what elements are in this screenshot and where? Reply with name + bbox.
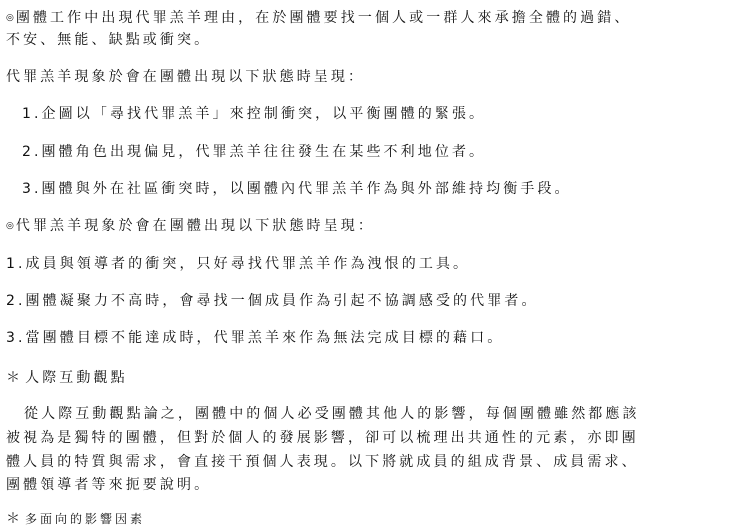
section-c-heading: 人際互動觀點: [25, 370, 128, 386]
section-a-item-2: 2.團體角色出現偏見，代罪羔羊往往發生在某些不利地位者。: [22, 144, 487, 160]
bullet-icon: ◎: [6, 221, 14, 231]
intro-line-2: 不安、無能、缺點或衝突。: [6, 32, 212, 48]
section-c-para-line-4: 團體領導者等來扼要說明。: [6, 477, 212, 493]
asterisk-icon: ＊: [6, 511, 23, 527]
section-c-para-line-2: 被視為是獨特的團體，但對於個人的發展影響，卻可以梳理出共通性的元素，亦即團: [6, 430, 639, 446]
section-c-para-line-3: 體人員的特質與需求，會直接干預個人表現。以下將就成員的組成背景、成員需求、: [6, 454, 639, 470]
bullet-icon: ◎: [6, 13, 14, 23]
section-c-heading-line: [6, 369, 128, 387]
intro-text-1: 團體工作中出現代罪羔羊理由，在於團體要找一個人或一群人來承擔全體的過錯、: [15, 10, 632, 26]
section-b-heading: 代罪羔羊現象於會在團體出現以下狀態時呈現：: [15, 218, 375, 234]
section-c-para-line-1: 從人際互動觀點論之，團體中的個人必受團體其他人的影響，每個團體雖然都應該: [24, 406, 640, 422]
section-b-heading-line: [6, 217, 375, 235]
footer-heading-line: [6, 510, 145, 528]
asterisk-icon: ＊: [6, 370, 24, 386]
intro-line-1: [6, 9, 631, 27]
section-a-item-1: 1.企圖以「尋找代罪羔羊」來控制衝突，以平衡團體的緊張。: [22, 106, 487, 122]
section-a-heading: 代罪羔羊現象於會在團體出現以下狀態時呈現：: [6, 69, 366, 85]
section-b-item-3: 3.當團體目標不能達成時，代罪羔羊來作為無法完成目標的藉口。: [6, 330, 505, 346]
footer-heading: 多面向的影響因素: [25, 512, 146, 526]
section-b-item-2: 2.團體凝聚力不高時，會尋找一個成員作為引起不協調感受的代罪者。: [6, 293, 539, 309]
section-a-item-3: 3.團體與外在社區衝突時，以團體內代罪羔羊作為與外部維持均衡手段。: [22, 181, 572, 197]
section-b-item-1: 1.成員與領導者的衝突，只好尋找代罪羔羊作為洩恨的工具。: [6, 256, 471, 272]
